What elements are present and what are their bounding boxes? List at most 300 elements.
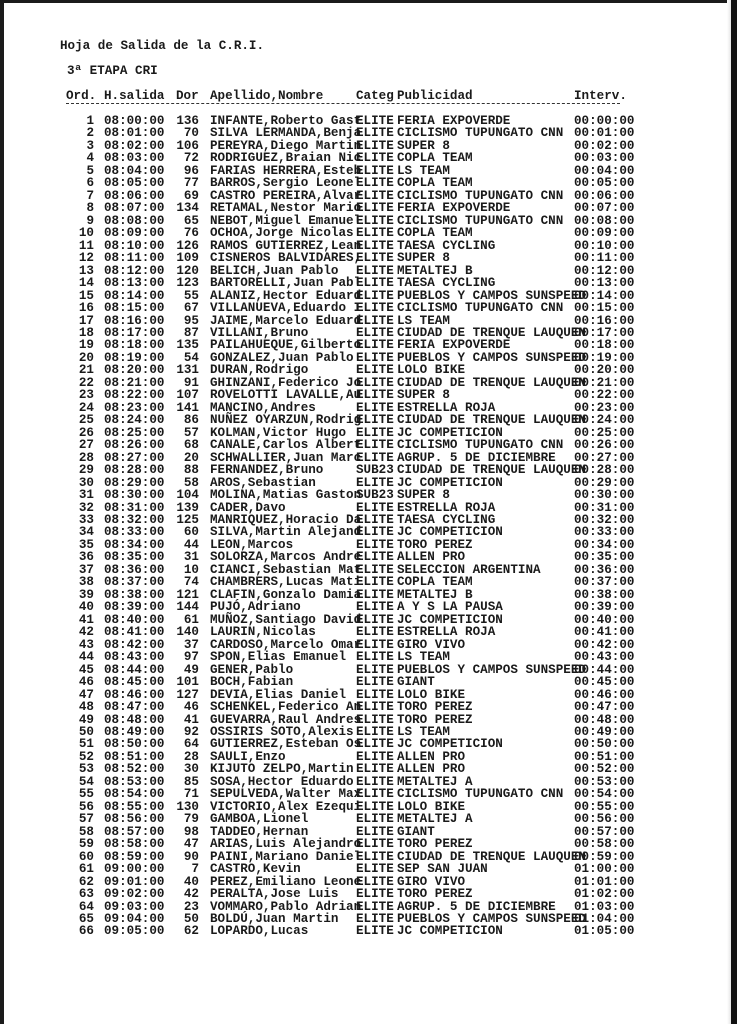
row-category: ELITE xyxy=(356,537,394,552)
row-team: PUEBLOS Y CAMPOS SUNSPEED xyxy=(397,662,586,677)
table-row xyxy=(0,389,737,401)
row-bib: 65 xyxy=(183,213,199,228)
row-start-time: 08:13:00 xyxy=(104,276,165,291)
start-list-table xyxy=(0,115,737,938)
row-order: 19 xyxy=(78,338,94,353)
row-rider-name: INFANTE,Roberto Gast xyxy=(210,114,362,128)
row-rider-name: PAINI,Mariano Daniel xyxy=(210,849,362,864)
row-category: ELITE xyxy=(356,662,394,677)
row-category: ELITE xyxy=(356,400,394,415)
row-start-time: 08:03:00 xyxy=(104,151,165,166)
row-bib: 134 xyxy=(176,201,199,216)
row-bib: 144 xyxy=(176,600,199,615)
row-order: 10 xyxy=(78,226,94,241)
row-interval: 00:37:00 xyxy=(574,575,635,590)
row-interval: 00:09:00 xyxy=(574,226,635,241)
row-category: ELITE xyxy=(356,650,394,665)
row-bib: 76 xyxy=(183,226,199,241)
row-order: 16 xyxy=(78,301,94,316)
row-category: ELITE xyxy=(356,625,394,640)
row-rider-name: MOLINA,Matias Gaston xyxy=(210,488,362,503)
row-bib: 88 xyxy=(183,463,199,478)
row-bib: 136 xyxy=(176,114,199,128)
row-order: 25 xyxy=(78,413,94,428)
row-start-time: 08:47:00 xyxy=(104,700,165,715)
row-rider-name: BOLDÚ,Juan Martin xyxy=(210,912,339,926)
row-order: 46 xyxy=(78,675,94,690)
row-bib: 126 xyxy=(176,238,199,253)
row-bib: 85 xyxy=(183,774,199,789)
row-start-time: 08:51:00 xyxy=(104,749,165,764)
row-bib: 95 xyxy=(183,313,199,328)
row-rider-name: KIJUTO ZELPO,Martin xyxy=(210,762,354,777)
row-start-time: 08:35:00 xyxy=(104,550,165,565)
row-bib: 131 xyxy=(176,363,199,378)
row-rider-name: SOLORZA,Marcos Andre xyxy=(210,550,362,565)
row-start-time: 08:19:00 xyxy=(104,350,165,365)
row-bib: 69 xyxy=(183,188,199,203)
row-team: PUEBLOS Y CAMPOS SUNSPEED xyxy=(397,350,586,365)
row-interval: 00:00:00 xyxy=(574,114,635,128)
row-interval: 01:03:00 xyxy=(574,899,635,914)
header-bib: Dor xyxy=(176,89,199,103)
row-rider-name: JAIME,Marcelo Eduard xyxy=(210,313,362,328)
row-team: TORO PEREZ xyxy=(397,887,473,902)
row-category: ELITE xyxy=(356,163,394,178)
row-order: 52 xyxy=(78,749,94,764)
row-bib: 96 xyxy=(183,163,199,178)
row-category: ELITE xyxy=(356,325,394,340)
row-bib: 121 xyxy=(176,587,199,602)
row-category: ELITE xyxy=(356,862,394,877)
table-row xyxy=(0,863,737,875)
row-interval: 00:56:00 xyxy=(574,812,635,827)
row-interval: 00:12:00 xyxy=(574,263,635,278)
table-row xyxy=(0,364,737,376)
header-team: Publicidad xyxy=(397,89,473,103)
row-interval: 00:54:00 xyxy=(574,787,635,802)
row-bib: 54 xyxy=(183,350,199,365)
row-bib: 98 xyxy=(183,824,199,839)
row-start-time: 08:07:00 xyxy=(104,201,165,216)
table-row xyxy=(0,414,737,426)
row-team: ESTRELLA ROJA xyxy=(397,625,496,640)
row-category: ELITE xyxy=(356,413,394,428)
row-team: GIANT xyxy=(397,824,435,839)
row-team: METALTEJ B xyxy=(397,587,473,602)
row-category: ELITE xyxy=(356,724,394,739)
row-interval: 00:20:00 xyxy=(574,363,635,378)
row-order: 44 xyxy=(78,650,94,665)
row-interval: 00:24:00 xyxy=(574,413,635,428)
row-order: 47 xyxy=(78,687,94,702)
row-start-time: 09:04:00 xyxy=(104,912,165,926)
row-order: 27 xyxy=(78,438,94,453)
row-interval: 00:07:00 xyxy=(574,201,635,216)
row-order: 15 xyxy=(78,288,94,303)
row-interval: 00:49:00 xyxy=(574,724,635,739)
row-interval: 00:04:00 xyxy=(574,163,635,178)
row-start-time: 08:00:00 xyxy=(104,114,165,128)
row-interval: 00:05:00 xyxy=(574,176,635,191)
row-rider-name: KOLMAN,Victor Hugo xyxy=(210,425,347,440)
row-rider-name: BELICH,Juan Pablo xyxy=(210,263,339,278)
row-start-time: 08:05:00 xyxy=(104,176,165,191)
row-interval: 01:00:00 xyxy=(574,862,635,877)
row-rider-name: CLAFIN,Gonzalo Damia xyxy=(210,587,362,602)
row-start-time: 08:30:00 xyxy=(104,488,165,503)
row-interval: 00:44:00 xyxy=(574,662,635,677)
row-start-time: 08:27:00 xyxy=(104,450,165,465)
row-category: ELITE xyxy=(356,188,394,203)
row-order: 12 xyxy=(78,251,94,266)
row-start-time: 09:00:00 xyxy=(104,862,165,877)
row-team: CIUDAD DE TRENQUE LAUQUEN xyxy=(397,375,586,390)
row-interval: 00:57:00 xyxy=(574,824,635,839)
row-rider-name: SILVA LERMANDA,Benja xyxy=(210,126,362,141)
row-team: TAESA CYCLING xyxy=(397,513,496,527)
row-bib: 40 xyxy=(183,874,199,889)
row-bib: 97 xyxy=(183,650,199,665)
row-order: 29 xyxy=(78,463,94,478)
row-bib: 57 xyxy=(183,425,199,440)
row-order: 23 xyxy=(78,388,94,403)
row-start-time: 08:34:00 xyxy=(104,537,165,552)
row-category: ELITE xyxy=(356,513,394,527)
row-interval: 01:05:00 xyxy=(574,924,635,939)
row-order: 66 xyxy=(78,924,94,939)
row-interval: 00:33:00 xyxy=(574,525,635,540)
row-start-time: 08:04:00 xyxy=(104,163,165,178)
row-bib: 109 xyxy=(176,251,199,266)
row-team: ALLEN PRO xyxy=(397,550,466,565)
row-rider-name: LOPARDO,Lucas xyxy=(210,924,309,939)
row-order: 48 xyxy=(78,700,94,715)
table-row xyxy=(0,152,737,164)
row-order: 13 xyxy=(78,263,94,278)
row-start-time: 08:59:00 xyxy=(104,849,165,864)
row-team: SUPER 8 xyxy=(397,138,450,153)
row-rider-name: GHINZANI,Federico Jo xyxy=(210,375,362,390)
table-row xyxy=(0,601,737,613)
row-order: 51 xyxy=(78,737,94,752)
row-bib: 7 xyxy=(191,862,199,877)
row-team: TORO PEREZ xyxy=(397,700,473,715)
row-team: LOLO BIKE xyxy=(397,363,466,378)
row-category: ELITE xyxy=(356,375,394,390)
row-category: ELITE xyxy=(356,251,394,266)
row-rider-name: CHAMBRERS,Lucas Mati xyxy=(210,575,362,590)
row-category: ELITE xyxy=(356,301,394,316)
row-category: ELITE xyxy=(356,887,394,902)
row-start-time: 08:11:00 xyxy=(104,251,165,266)
row-interval: 00:11:00 xyxy=(574,251,635,266)
row-bib: 79 xyxy=(183,812,199,827)
row-interval: 00:53:00 xyxy=(574,774,635,789)
row-rider-name: CADER,Davo xyxy=(210,500,286,515)
row-category: ELITE xyxy=(356,263,394,278)
row-rider-name: MUÑOZ,Santiago David xyxy=(210,612,362,627)
row-order: 65 xyxy=(78,912,94,926)
row-bib: 62 xyxy=(183,924,199,939)
row-start-time: 08:39:00 xyxy=(104,600,165,615)
row-bib: 104 xyxy=(176,488,199,503)
row-order: 11 xyxy=(78,238,94,253)
row-start-time: 08:01:00 xyxy=(104,126,165,141)
row-start-time: 08:43:00 xyxy=(104,650,165,665)
row-start-time: 09:03:00 xyxy=(104,899,165,914)
row-category: ELITE xyxy=(356,475,394,490)
row-interval: 01:04:00 xyxy=(574,912,635,926)
row-interval: 00:18:00 xyxy=(574,338,635,353)
row-category: ELITE xyxy=(356,874,394,889)
row-bib: 125 xyxy=(176,513,199,527)
row-interval: 00:47:00 xyxy=(574,700,635,715)
row-interval: 00:46:00 xyxy=(574,687,635,702)
row-category: ELITE xyxy=(356,450,394,465)
row-rider-name: CARDOSO,Marcelo Omar xyxy=(210,637,362,652)
row-interval: 00:50:00 xyxy=(574,737,635,752)
row-interval: 00:59:00 xyxy=(574,849,635,864)
row-category: ELITE xyxy=(356,799,394,814)
row-bib: 70 xyxy=(183,126,199,141)
row-order: 7 xyxy=(86,188,94,203)
row-category: ELITE xyxy=(356,213,394,228)
row-rider-name: VILLANI,Bruno xyxy=(210,325,309,340)
table-row xyxy=(0,277,737,289)
row-start-time: 08:54:00 xyxy=(104,787,165,802)
row-team: ALLEN PRO xyxy=(397,749,466,764)
row-bib: 120 xyxy=(176,263,199,278)
row-start-time: 08:09:00 xyxy=(104,226,165,241)
row-order: 45 xyxy=(78,662,94,677)
row-team: PUEBLOS Y CAMPOS SUNSPEED xyxy=(397,288,586,303)
row-order: 30 xyxy=(78,475,94,490)
row-start-time: 08:40:00 xyxy=(104,612,165,627)
row-start-time: 08:46:00 xyxy=(104,687,165,702)
row-bib: 47 xyxy=(183,837,199,852)
row-category: ELITE xyxy=(356,288,394,303)
row-team: TORO PEREZ xyxy=(397,837,473,852)
row-category: ELITE xyxy=(356,114,394,128)
row-interval: 00:25:00 xyxy=(574,425,635,440)
row-interval: 00:06:00 xyxy=(574,188,635,203)
row-interval: 00:42:00 xyxy=(574,637,635,652)
row-interval: 00:14:00 xyxy=(574,288,635,303)
row-team: SUPER 8 xyxy=(397,251,450,266)
row-order: 9 xyxy=(86,213,94,228)
row-team: ALLEN PRO xyxy=(397,762,466,777)
row-rider-name: TADDEO,Hernan xyxy=(210,824,309,839)
row-rider-name: PEREZ,Emiliano Leone xyxy=(210,874,362,889)
row-category: ELITE xyxy=(356,313,394,328)
row-category: ELITE xyxy=(356,126,394,141)
row-rider-name: ARIAS,Luis Alejandro xyxy=(210,837,362,852)
row-start-time: 08:56:00 xyxy=(104,812,165,827)
row-interval: 00:08:00 xyxy=(574,213,635,228)
row-category: ELITE xyxy=(356,737,394,752)
row-interval: 00:29:00 xyxy=(574,475,635,490)
row-interval: 00:31:00 xyxy=(574,500,635,515)
row-start-time: 08:14:00 xyxy=(104,288,165,303)
row-order: 40 xyxy=(78,600,94,615)
row-team: METALTEJ B xyxy=(397,263,473,278)
row-team: TORO PEREZ xyxy=(397,712,473,727)
row-team: GIANT xyxy=(397,675,435,690)
row-rider-name: RETAMAL,Nestor Mario xyxy=(210,201,362,216)
row-order: 39 xyxy=(78,587,94,602)
row-bib: 50 xyxy=(183,912,199,926)
row-order: 6 xyxy=(86,176,94,191)
row-order: 54 xyxy=(78,774,94,789)
row-rider-name: SILVA,Martin Alejand xyxy=(210,525,362,540)
row-order: 33 xyxy=(78,513,94,527)
row-bib: 31 xyxy=(183,550,199,565)
row-interval: 00:40:00 xyxy=(574,612,635,627)
row-category: ELITE xyxy=(356,912,394,926)
row-category: ELITE xyxy=(356,562,394,577)
row-start-time: 08:17:00 xyxy=(104,325,165,340)
row-team: CIUDAD DE TRENQUE LAUQUEN xyxy=(397,413,586,428)
row-team: GIRO VIVO xyxy=(397,874,466,889)
row-team: SUPER 8 xyxy=(397,388,450,403)
row-team: JC COMPETICION xyxy=(397,737,503,752)
row-team: CICLISMO TUPUNGATO CNN xyxy=(397,126,564,141)
row-order: 41 xyxy=(78,612,94,627)
row-bib: 20 xyxy=(183,450,199,465)
row-team: JC COMPETICION xyxy=(397,924,503,939)
row-start-time: 08:02:00 xyxy=(104,138,165,153)
row-start-time: 08:41:00 xyxy=(104,625,165,640)
row-start-time: 08:49:00 xyxy=(104,724,165,739)
row-interval: 00:38:00 xyxy=(574,587,635,602)
row-team: METALTEJ A xyxy=(397,812,473,827)
document-title: Hoja de Salida de la C.R.I. xyxy=(60,39,265,53)
row-bib: 92 xyxy=(183,724,199,739)
row-bib: 28 xyxy=(183,749,199,764)
row-order: 57 xyxy=(78,812,94,827)
row-bib: 91 xyxy=(183,375,199,390)
row-rider-name: AROS,Sebastian xyxy=(210,475,316,490)
row-order: 58 xyxy=(78,824,94,839)
row-start-time: 08:08:00 xyxy=(104,213,165,228)
table-row xyxy=(0,925,737,937)
row-rider-name: MANRIQUEZ,Horacio Da xyxy=(210,513,362,527)
row-interval: 00:28:00 xyxy=(574,463,635,478)
row-order: 59 xyxy=(78,837,94,852)
row-start-time: 09:01:00 xyxy=(104,874,165,889)
row-rider-name: FERNANDEZ,Bruno xyxy=(210,463,324,478)
row-category: ELITE xyxy=(356,899,394,914)
row-team: LS TEAM xyxy=(397,313,450,328)
row-rider-name: MANCINO,Andres xyxy=(210,400,316,415)
table-row xyxy=(0,888,737,900)
row-rider-name: SAULI,Enzo xyxy=(210,749,286,764)
row-order: 53 xyxy=(78,762,94,777)
row-rider-name: CASTRO,Kevin xyxy=(210,862,301,877)
row-interval: 00:55:00 xyxy=(574,799,635,814)
row-category: ELITE xyxy=(356,762,394,777)
row-interval: 00:39:00 xyxy=(574,600,635,615)
row-bib: 55 xyxy=(183,288,199,303)
row-team: CIUDAD DE TRENQUE LAUQUEN xyxy=(397,849,586,864)
page-edge-top xyxy=(0,0,737,3)
row-category: ELITE xyxy=(356,612,394,627)
row-rider-name: PERALTA,Jose Luis xyxy=(210,887,339,902)
row-interval: 00:32:00 xyxy=(574,513,635,527)
row-start-time: 08:45:00 xyxy=(104,675,165,690)
row-rider-name: GAMBOA,Lionel xyxy=(210,812,309,827)
row-rider-name: NUÑEZ OYARZUN,Rodrig xyxy=(210,413,362,428)
row-rider-name: SOSA,Hector Eduardo xyxy=(210,774,354,789)
row-team: PUEBLOS Y CAMPOS SUNSPEED xyxy=(397,912,586,926)
row-order: 63 xyxy=(78,887,94,902)
row-start-time: 08:44:00 xyxy=(104,662,165,677)
row-category: ELITE xyxy=(356,812,394,827)
row-team: TAESA CYCLING xyxy=(397,276,496,291)
row-team: SEP SAN JUAN xyxy=(397,862,488,877)
row-category: ELITE xyxy=(356,226,394,241)
row-start-time: 08:55:00 xyxy=(104,799,165,814)
row-team: JC COMPETICION xyxy=(397,612,503,627)
row-bib: 67 xyxy=(183,301,199,316)
row-order: 2 xyxy=(86,126,94,141)
row-rider-name: FARIAS HERRERA,Esteb xyxy=(210,163,362,178)
row-start-time: 08:26:00 xyxy=(104,438,165,453)
row-team: LOLO BIKE xyxy=(397,687,466,702)
header-ord: Ord. xyxy=(66,89,97,103)
row-interval: 00:15:00 xyxy=(574,301,635,316)
row-bib: 101 xyxy=(176,675,199,690)
table-row xyxy=(0,489,737,501)
row-order: 20 xyxy=(78,350,94,365)
row-start-time: 08:53:00 xyxy=(104,774,165,789)
row-team: CICLISMO TUPUNGATO CNN xyxy=(397,301,564,316)
row-category: ELITE xyxy=(356,837,394,852)
row-rider-name: VICTORIO,Alex Ezequi xyxy=(210,799,362,814)
row-start-time: 08:29:00 xyxy=(104,475,165,490)
row-category: ELITE xyxy=(356,350,394,365)
row-rider-name: ROVELOTTI LAVALLE,Au xyxy=(210,388,362,403)
row-interval: 00:26:00 xyxy=(574,438,635,453)
row-team: SUPER 8 xyxy=(397,488,450,503)
row-rider-name: OSSIRIS SOTO,Alexis xyxy=(210,724,354,739)
row-rider-name: SEPULVEDA,Walter Max xyxy=(210,787,362,802)
table-row xyxy=(0,763,737,775)
row-order: 60 xyxy=(78,849,94,864)
row-bib: 139 xyxy=(176,500,199,515)
row-order: 49 xyxy=(78,712,94,727)
row-order: 4 xyxy=(86,151,94,166)
row-category: ELITE xyxy=(356,201,394,216)
row-order: 37 xyxy=(78,562,94,577)
row-team: A Y S LA PAUSA xyxy=(397,600,503,615)
row-start-time: 08:23:00 xyxy=(104,400,165,415)
row-start-time: 08:22:00 xyxy=(104,388,165,403)
row-bib: 106 xyxy=(176,138,199,153)
row-category: ELITE xyxy=(356,712,394,727)
row-rider-name: RAMOS GUTIERREZ,Lean xyxy=(210,238,362,253)
table-row xyxy=(0,626,737,638)
row-category: SUB23 xyxy=(356,463,394,478)
row-category: ELITE xyxy=(356,151,394,166)
row-interval: 00:36:00 xyxy=(574,562,635,577)
row-interval: 00:17:00 xyxy=(574,325,635,340)
row-team: JC COMPETICION xyxy=(397,475,503,490)
row-category: ELITE xyxy=(356,363,394,378)
row-order: 22 xyxy=(78,375,94,390)
row-team: AGRUP. 5 DE DICIEMBRE xyxy=(397,899,556,914)
